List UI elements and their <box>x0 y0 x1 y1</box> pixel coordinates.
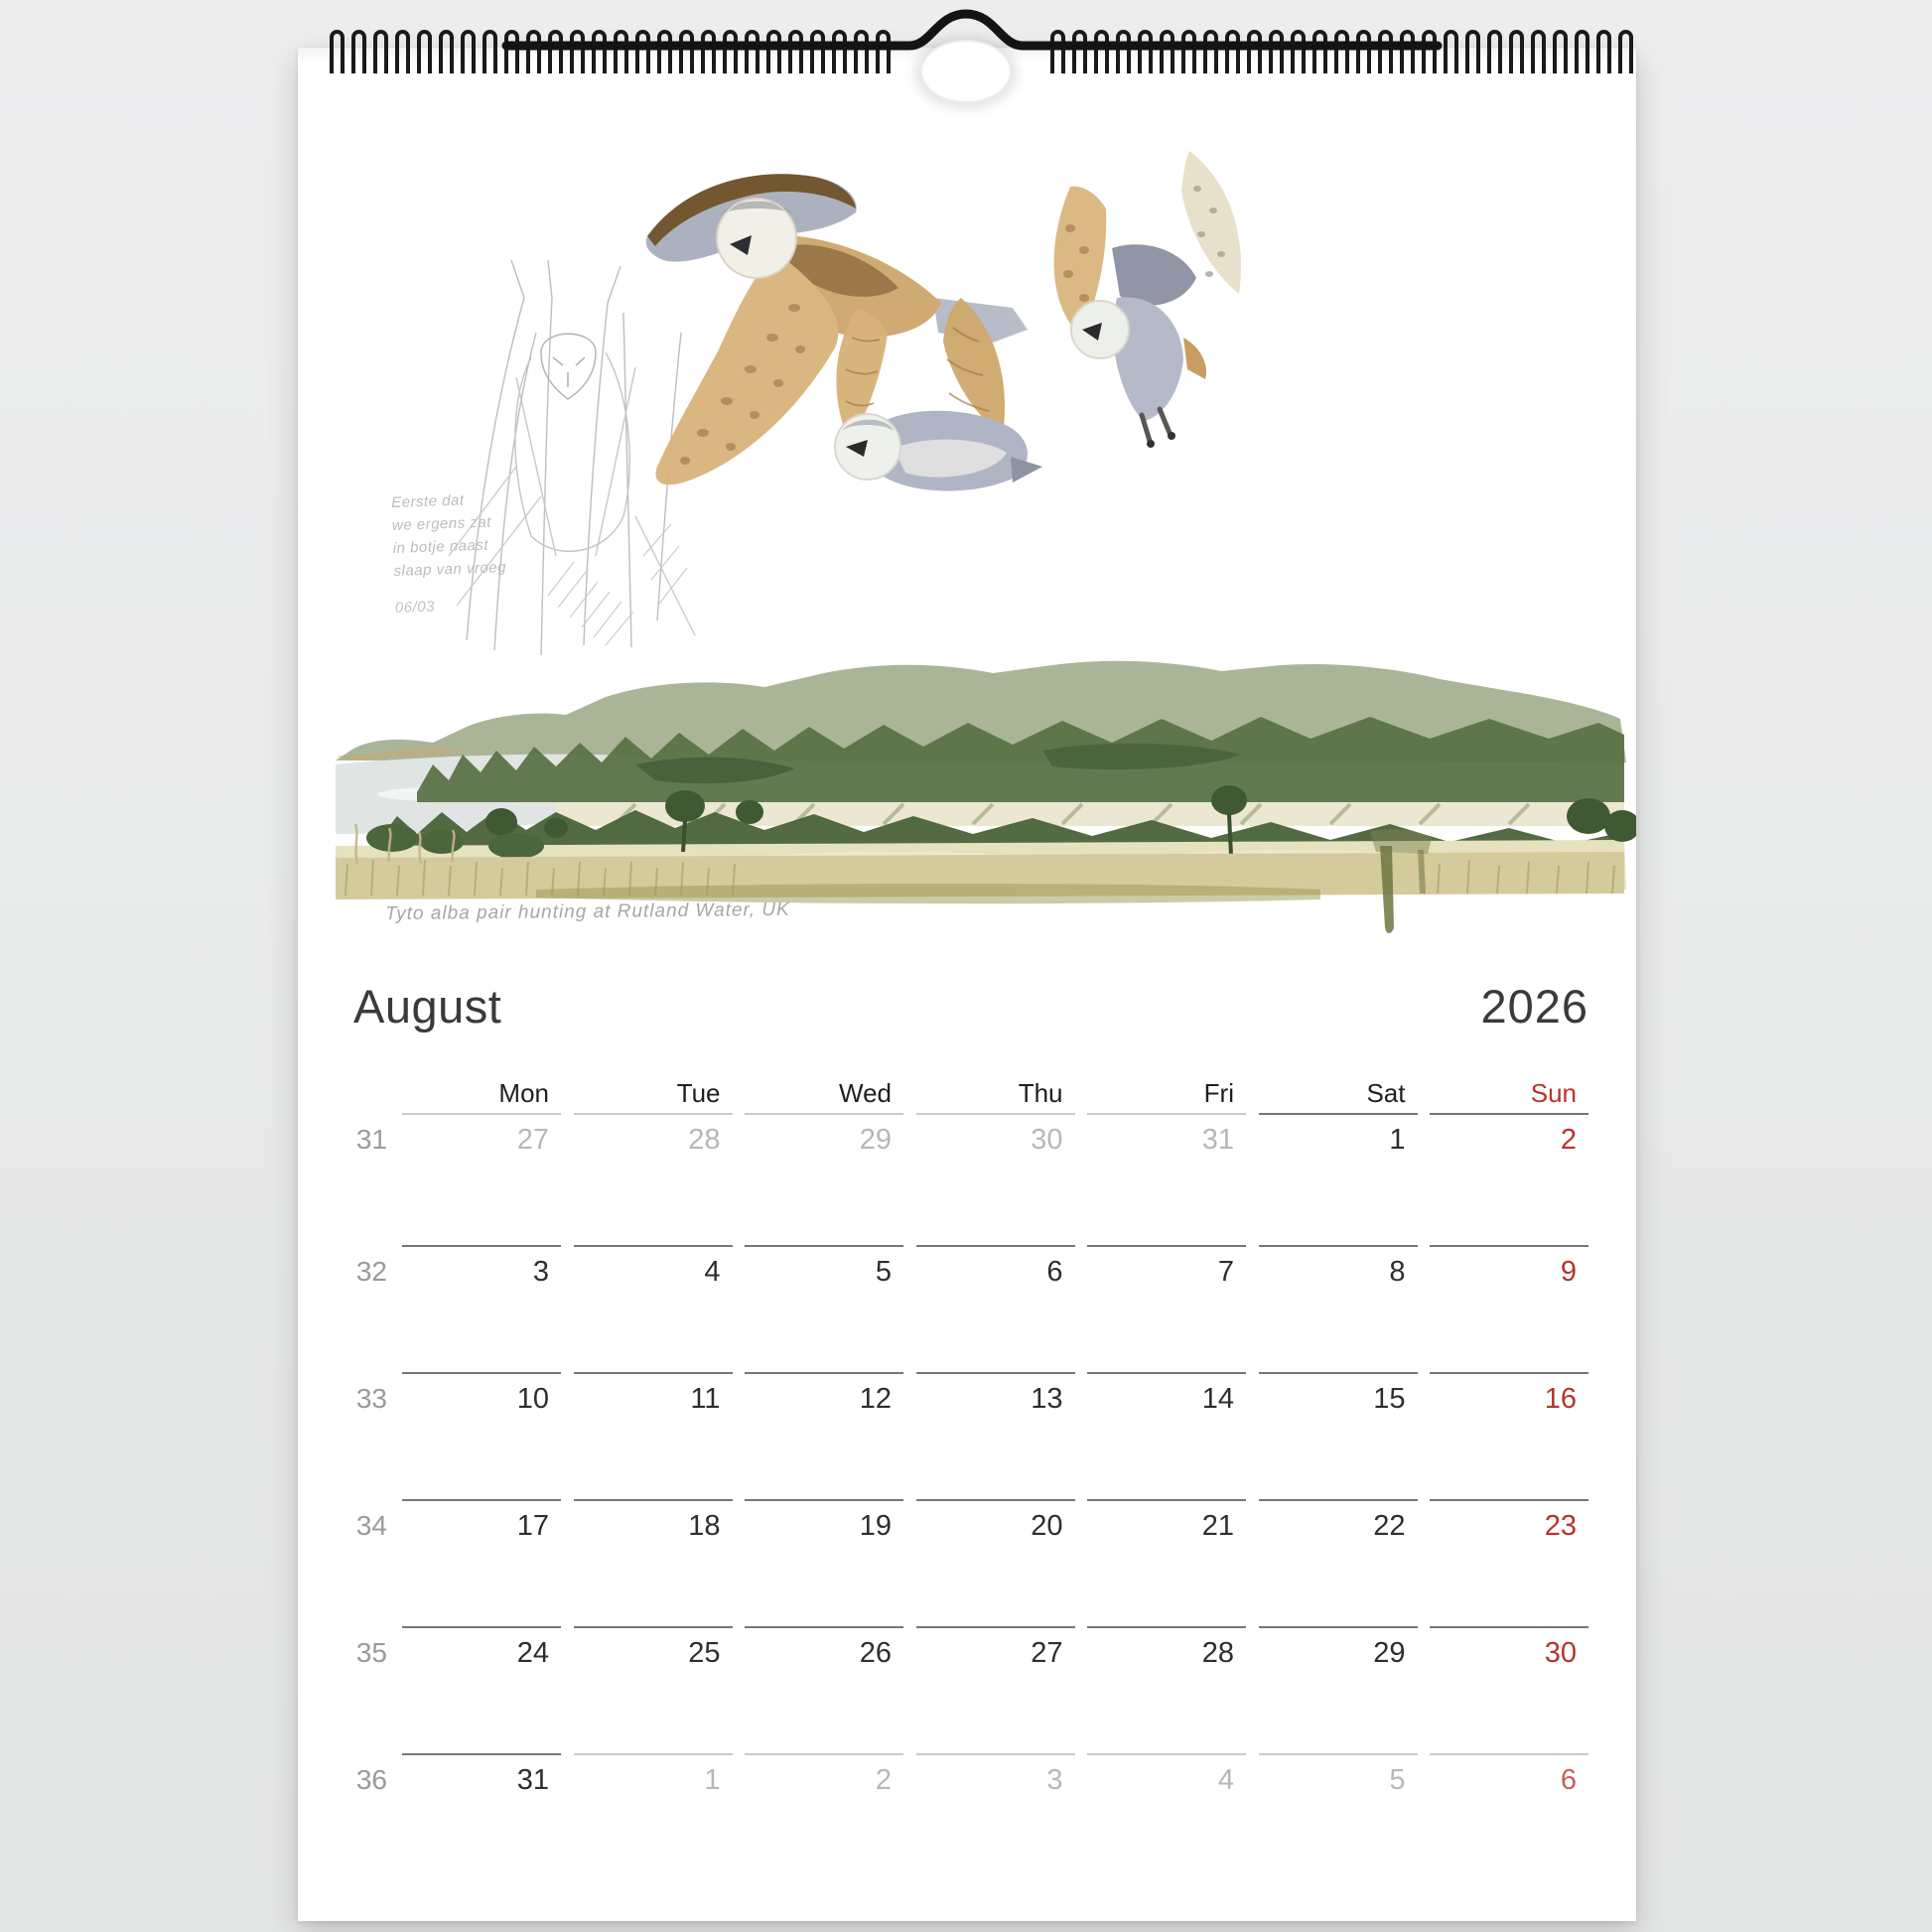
week-number-label: 31 <box>355 1124 387 1155</box>
day-separator-line <box>745 1753 903 1755</box>
day-cell: 24 <box>516 1637 549 1669</box>
header-underline <box>1087 1113 1246 1115</box>
day-separator-line <box>402 1245 561 1247</box>
day-separator-line <box>1259 1245 1418 1247</box>
calendar-page <box>298 48 1636 1921</box>
weekday-header-thu: Thu <box>1018 1078 1063 1108</box>
day-cell: 8 <box>1389 1256 1406 1288</box>
hanger-wire <box>0 0 1932 129</box>
day-cell: 21 <box>1201 1510 1234 1542</box>
day-cell: 31 <box>516 1764 549 1796</box>
day-separator-line <box>1430 1753 1588 1755</box>
day-separator-line <box>1430 1372 1588 1374</box>
day-separator-line <box>402 1753 561 1755</box>
week-number-label: 36 <box>355 1764 387 1795</box>
weekday-header-sun: Sun <box>1530 1078 1577 1108</box>
day-separator-line <box>916 1499 1075 1501</box>
header-underline <box>402 1113 561 1115</box>
day-separator-line <box>574 1372 733 1374</box>
day-separator-line <box>1259 1626 1418 1628</box>
sketch-note-line: in botje naast <box>392 536 489 557</box>
month-title: August <box>353 980 502 1033</box>
day-separator-line <box>916 1372 1075 1374</box>
day-cell: 15 <box>1373 1383 1406 1415</box>
day-cell: 27 <box>516 1124 549 1156</box>
day-cell: 5 <box>1389 1764 1406 1796</box>
day-cell: 20 <box>1031 1510 1063 1542</box>
day-cell: 10 <box>516 1383 549 1415</box>
day-cell: 30 <box>1544 1637 1577 1669</box>
header-underline <box>745 1113 903 1115</box>
day-separator-line <box>1087 1753 1246 1755</box>
weekday-header-wed: Wed <box>839 1078 892 1108</box>
day-cell: 5 <box>875 1256 892 1288</box>
day-cell: 2 <box>875 1764 892 1796</box>
weekday-header-sat: Sat <box>1366 1078 1406 1108</box>
day-cell: 4 <box>704 1256 721 1288</box>
day-separator-line <box>1087 1626 1246 1628</box>
day-cell: 7 <box>1217 1256 1234 1288</box>
day-separator-line <box>745 1372 903 1374</box>
sketch-note-line: slaap van vroeg <box>393 559 507 580</box>
day-cell: 19 <box>859 1510 892 1542</box>
day-separator-line <box>574 1499 733 1501</box>
sketch-note-line: we ergens zat <box>391 513 492 534</box>
day-separator-line <box>916 1626 1075 1628</box>
header-underline <box>916 1113 1075 1115</box>
header-underline <box>1259 1113 1418 1115</box>
day-cell: 9 <box>1560 1256 1577 1288</box>
day-cell: 25 <box>688 1637 721 1669</box>
day-separator-line <box>1259 1499 1418 1501</box>
header-underline <box>1430 1113 1588 1115</box>
day-cell: 3 <box>532 1256 549 1288</box>
day-separator-line <box>1259 1753 1418 1755</box>
sketch-date: 06/03 <box>394 598 436 617</box>
week-number-label: 32 <box>355 1256 387 1287</box>
day-cell: 26 <box>859 1637 892 1669</box>
day-cell: 18 <box>688 1510 721 1542</box>
artwork-caption: Tyto alba pair hunting at Rutland Water, UK <box>384 898 790 925</box>
day-cell: 6 <box>1046 1256 1063 1288</box>
day-cell: 29 <box>859 1124 892 1156</box>
day-cell: 28 <box>688 1124 721 1156</box>
hanger-hole <box>921 41 1011 102</box>
day-cell: 22 <box>1373 1510 1406 1542</box>
day-separator-line <box>916 1753 1075 1755</box>
day-cell: 2 <box>1560 1124 1577 1156</box>
day-cell: 29 <box>1373 1637 1406 1669</box>
day-separator-line <box>745 1626 903 1628</box>
calendar-grid <box>298 48 1636 1921</box>
day-cell: 11 <box>690 1383 721 1415</box>
day-cell: 31 <box>1201 1124 1234 1156</box>
day-separator-line <box>1087 1372 1246 1374</box>
day-cell: 14 <box>1201 1383 1234 1415</box>
day-cell: 17 <box>516 1510 549 1542</box>
day-cell: 1 <box>704 1764 721 1796</box>
weekday-header-fri: Fri <box>1203 1078 1234 1108</box>
day-separator-line <box>402 1372 561 1374</box>
day-separator-line <box>574 1245 733 1247</box>
week-number-label: 34 <box>355 1510 387 1541</box>
day-cell: 16 <box>1544 1383 1577 1415</box>
day-separator-line <box>402 1499 561 1501</box>
day-cell: 23 <box>1544 1510 1577 1542</box>
week-number-label: 35 <box>355 1637 387 1668</box>
year-title: 2026 <box>1480 980 1588 1033</box>
day-separator-line <box>1430 1245 1588 1247</box>
weekday-header-tue: Tue <box>676 1078 721 1108</box>
day-separator-line <box>745 1245 903 1247</box>
day-cell: 6 <box>1560 1764 1577 1796</box>
day-separator-line <box>745 1499 903 1501</box>
day-cell: 30 <box>1031 1124 1063 1156</box>
day-cell: 1 <box>1389 1124 1406 1156</box>
day-cell: 4 <box>1217 1764 1234 1796</box>
day-separator-line <box>1087 1245 1246 1247</box>
day-separator-line <box>1259 1372 1418 1374</box>
day-separator-line <box>1430 1499 1588 1501</box>
day-cell: 28 <box>1201 1637 1234 1669</box>
day-separator-line <box>574 1753 733 1755</box>
sketch-note-line: Eerste dat <box>390 491 465 511</box>
day-separator-line <box>402 1626 561 1628</box>
day-separator-line <box>1087 1499 1246 1501</box>
day-separator-line <box>574 1626 733 1628</box>
weekday-header-mon: Mon <box>498 1078 549 1108</box>
day-cell: 27 <box>1031 1637 1063 1669</box>
day-separator-line <box>1430 1626 1588 1628</box>
day-separator-line <box>916 1245 1075 1247</box>
header-underline <box>574 1113 733 1115</box>
day-cell: 12 <box>859 1383 892 1415</box>
day-cell: 13 <box>1031 1383 1063 1415</box>
week-number-label: 33 <box>355 1383 387 1414</box>
day-cell: 3 <box>1046 1764 1063 1796</box>
